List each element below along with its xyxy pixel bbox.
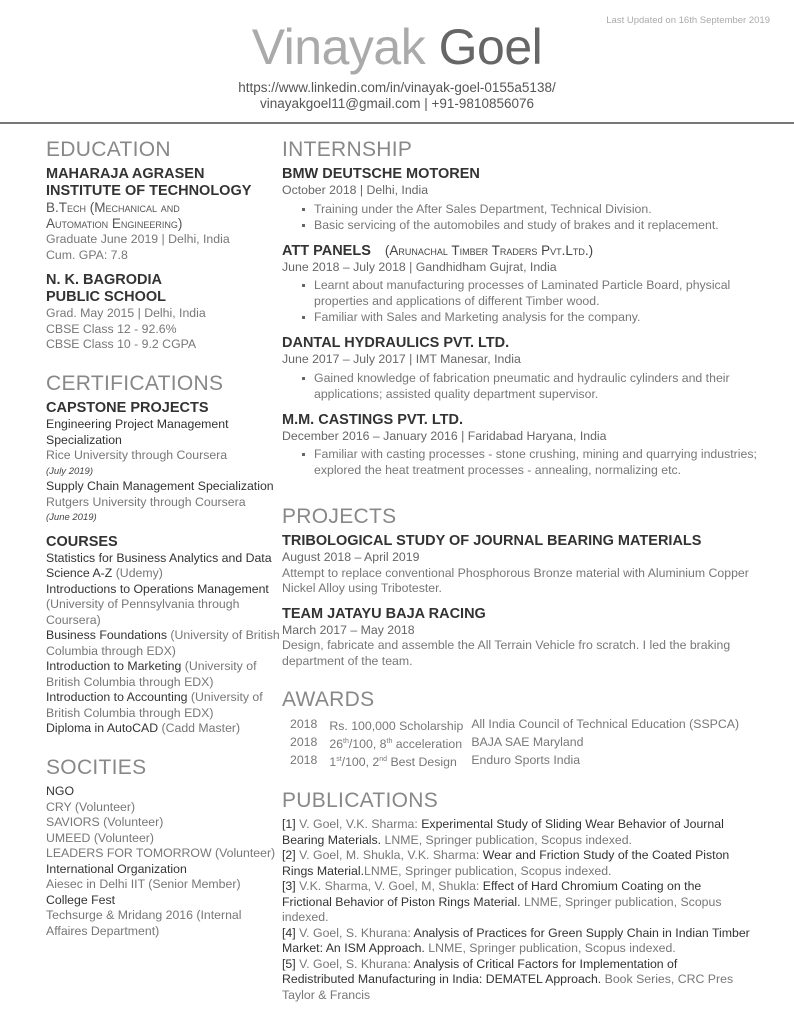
awards-table (282, 716, 747, 770)
bullet-item: Learnt about manufacturing processes of Laminated Particle Board, physical properties and applications of different Timber wood. (314, 277, 762, 309)
pub-authors: V. Goel, S. Khurana: (295, 925, 414, 940)
internship-section (282, 138, 762, 478)
pub-authors: V. Goel, S. Khurana: (295, 956, 414, 971)
publications-section (282, 789, 752, 1003)
internship-dates: June 2017 – July 2017 | IMT Manesar, India (282, 352, 521, 366)
internship-entry (282, 335, 762, 402)
company-full-name: (Arunachal Timber Traders Pvt.Ltd.) (384, 242, 594, 258)
pub-authors: V.K. Sharma, V. Goel, M, Shukla: (295, 879, 483, 893)
company: M.M. CASTINGS PVT. LTD. (282, 411, 463, 428)
course-name: Introduction to Marketing (46, 659, 182, 673)
bullet-list (314, 370, 762, 402)
contact-info (0, 80, 794, 112)
school-detail: CBSE Class 12 - 92.6% (46, 321, 177, 336)
course-provider: (University of Pennsylvania through Coursera) (46, 597, 240, 627)
publication-item (282, 926, 752, 957)
projects-section (282, 505, 762, 669)
internship-dates: December 2016 – January 2016 | Faridabad Haryana, India (282, 428, 607, 443)
company-name (282, 412, 762, 429)
bullet-item: Gained knowledge of fabrication pneumatic and hydraulic cylinders and their applications; assisted quality department supervisor. (314, 370, 762, 402)
bullet-item: Familiar with Sales and Marketing analysis for the company. (314, 309, 762, 325)
bullet-item: Familiar with casting processes - stone crushing, mining and quarrying industries; explored the heat treatment processes - annealing, normalizing etc. (314, 446, 762, 478)
society-item: UMEED (Volunteer) (46, 830, 154, 845)
company-name (282, 243, 762, 260)
course-provider: (University of British Columbia through EDX) (46, 628, 280, 658)
pub-title: Analysis of Practices for Green Supply Chain in Indian Timber Market: An ISM Approach. (282, 925, 750, 955)
first-name: Vinayak (251, 19, 426, 75)
education-section (46, 138, 282, 353)
school-detail: CBSE Class 10 - 9.2 CGPA (46, 337, 197, 351)
capstone-title: Engineering Project Management Specialization (46, 417, 229, 447)
section-heading: CERTIFICATIONS (46, 372, 224, 395)
course-provider: (Udemy) (112, 566, 163, 580)
award-title (329, 752, 471, 770)
degree: B.Tech (Mechanical and (46, 200, 180, 215)
internship-entry (282, 243, 762, 326)
society-item: LEADERS FOR TOMORROW (Volunteer) (46, 846, 276, 860)
pub-number: [1] (282, 817, 296, 831)
award-text: acceleration (392, 737, 463, 752)
school-entry (46, 272, 282, 353)
course-name: Statistics for Business Analytics and Data Science A-Z (46, 550, 272, 580)
pub-number: [5] (282, 956, 296, 971)
section-heading: PROJECTS (282, 505, 397, 528)
course-item (46, 582, 282, 629)
publication-item (282, 957, 752, 1004)
degree: Automation Engineering) (46, 216, 183, 231)
publication-item (282, 817, 752, 848)
society-item: CRY (Volunteer) (46, 799, 136, 814)
pub-authors: V. Goel, V.K. Sharma: (295, 817, 422, 831)
award-sup: th (386, 738, 393, 746)
internship-entry (282, 166, 762, 233)
school-detail: Cum. GPA: 7.8 (46, 247, 128, 262)
course-name: Introductions to Operations Management (46, 581, 269, 596)
award-text: Best Design (387, 755, 457, 770)
award-issuer: All India Council of Technical Education (SSPCA) (471, 717, 740, 731)
course-name: Business Foundations (46, 628, 167, 642)
candidate-name (0, 18, 794, 76)
company: DANTAL HYDRAULICS PVT. LTD. (282, 335, 510, 351)
capstone-title: Supply Chain Management Specialization (46, 479, 274, 493)
school-name: PUBLIC SCHOOL (46, 289, 167, 305)
school-name: N. K. BAGRODIA (46, 272, 162, 288)
award-title (329, 734, 471, 752)
section-heading: PUBLICATIONS (282, 789, 439, 812)
pub-number: [4] (282, 925, 296, 940)
school-detail: Graduate June 2019 | Delhi, India (46, 232, 230, 246)
award-row (282, 734, 747, 752)
bullet-item: Basic servicing of the automobiles and study of brakes and it replacement. (314, 217, 762, 233)
pub-title: Effect of Hard Chromium Coating on the Frictional Behavior of Piston Rings Material. (282, 879, 702, 909)
certifications-section (46, 372, 282, 737)
course-name: Introduction to Accounting (46, 690, 188, 704)
course-item (46, 690, 282, 721)
bullet-list (314, 201, 762, 233)
award-sup: nd (379, 756, 388, 764)
course-item (46, 551, 282, 582)
award-row (282, 752, 747, 770)
publication-item (282, 879, 752, 926)
society-item: NGO (46, 784, 75, 798)
capstone-date: (July 2019) (46, 465, 93, 477)
society-item: SAVIORS (Volunteer) (46, 815, 164, 829)
bullet-list (314, 446, 762, 478)
project-dates: August 2018 – April 2019 (282, 550, 420, 564)
internship-dates: October 2018 | Delhi, India (282, 183, 429, 197)
course-provider: (University of British Columbia through EDX) (46, 659, 257, 689)
course-provider: (University of British Columbia through EDX) (46, 690, 263, 720)
section-heading: INTERNSHIP (282, 138, 413, 161)
last-name: Goel (438, 19, 543, 75)
pub-title: Analysis of Critical Factors for Implementation of Redistributed Manufacturing in India: DEMATEL Approach. (282, 956, 678, 986)
pub-title: Experimental Study of Sliding Wear Behavior of Journal Bearing Materials. (282, 817, 724, 847)
last-updated: Last Updated on 16th September 2019 (606, 15, 770, 26)
award-text: 1 (329, 755, 337, 770)
project-entry (282, 606, 762, 670)
course-provider: (Cadd Master) (158, 721, 241, 735)
awards-section (282, 688, 762, 770)
section-heading: AWARDS (282, 688, 375, 711)
project-description: Attempt to replace conventional Phosphorous Bronze material with Aluminium Copper Nickel Alloy using Tribotester. (282, 565, 749, 595)
pub-title: Wear and Friction Study of the Coated Piston Rings Material. (282, 848, 730, 878)
award-text: Rs. 100,000 Scholarship (329, 719, 464, 734)
societies-section (46, 756, 282, 939)
course-name: Diploma in AutoCAD (46, 721, 159, 735)
capstone-heading: CAPSTONE PROJECTS (46, 400, 209, 416)
company-name (282, 166, 762, 183)
publication-item (282, 848, 752, 879)
award-issuer: BAJA SAE Maryland (471, 735, 584, 750)
school-name: INSTITUTE OF TECHNOLOGY (46, 183, 252, 199)
pub-venue: LNME, Springer publication, Scopus indexed. (364, 863, 612, 878)
society-item: Techsurge & Mridang 2016 (Internal Affaires Department) (46, 908, 242, 938)
course-item (46, 628, 282, 659)
linkedin-link[interactable]: https://www.linkedin.com/in/vinayak-goel-0155a5138/ (238, 80, 556, 95)
school-name: MAHARAJA AGRASEN (46, 166, 205, 182)
project-dates: March 2017 – May 2018 (282, 622, 415, 637)
award-title (329, 716, 471, 734)
pub-number: [2] (282, 848, 296, 862)
company: BMW DEUTSCHE MOTOREN (282, 166, 480, 182)
pub-authors: V. Goel, M. Shukla, V.K. Sharma: (295, 848, 483, 862)
award-row (282, 716, 747, 734)
capstone-date: (June 2019) (46, 512, 97, 523)
award-text: 26 (329, 737, 344, 752)
award-text: /100, 8 (348, 737, 387, 752)
award-text: /100, 2 (341, 755, 380, 770)
project-description: Design, fabricate and assemble the All Terrain Vehicle fro scratch. I led the braking department of the team. (282, 638, 731, 668)
award-issuer: Enduro Sports India (471, 753, 581, 768)
pub-venue: LNME, Springer publication, Scopus indexed. (381, 832, 632, 847)
company-name (282, 335, 762, 352)
pub-venue: Book Series, CRC Pres Taylor & Francis (282, 972, 734, 1002)
society-item: International Organization (46, 861, 187, 876)
course-item (46, 721, 282, 737)
award-year: 2018 (290, 753, 318, 768)
award-sup: th (343, 738, 349, 746)
society-item: College Fest (46, 892, 116, 907)
internship-entry (282, 412, 762, 479)
section-heading: SOCITIES (46, 756, 147, 779)
school-detail: Grad. May 2015 | Delhi, India (46, 306, 206, 320)
capstone-provider: Rutgers University through Coursera (46, 494, 246, 509)
award-year: 2018 (290, 717, 318, 731)
company: ATT PANELS (282, 242, 371, 259)
pub-number: [3] (282, 879, 296, 893)
capstone-provider: Rice University through Coursera (46, 448, 228, 462)
project-title: TRIBOLOGICAL STUDY OF JOURNAL BEARING MATERIALS (282, 533, 702, 549)
email-phone: vinayakgoel11@gmail.com | +91-9810856076 (259, 96, 534, 111)
project-entry (282, 533, 762, 597)
courses-heading: COURSES (46, 533, 118, 550)
award-sup: st (336, 756, 342, 764)
header-divider (0, 122, 794, 124)
society-item: Aiesec in Delhi IIT (Senior Member) (46, 877, 241, 891)
project-title: TEAM JATAYU BAJA RACING (282, 605, 486, 622)
pub-venue: LNME, Springer publication, Scopus indexed. (424, 941, 676, 955)
bullet-list (314, 277, 762, 325)
section-heading: EDUCATION (46, 138, 171, 161)
school-entry (46, 166, 282, 263)
course-item (46, 659, 282, 690)
bullet-item: Training under the After Sales Department, Technical Division. (314, 201, 762, 217)
award-year: 2018 (290, 735, 318, 750)
pub-venue: LNME, Springer publication, Scopus indexed. (282, 894, 722, 924)
internship-dates: June 2018 – July 2018 | Gandhidham Gujrat, India (282, 259, 557, 274)
